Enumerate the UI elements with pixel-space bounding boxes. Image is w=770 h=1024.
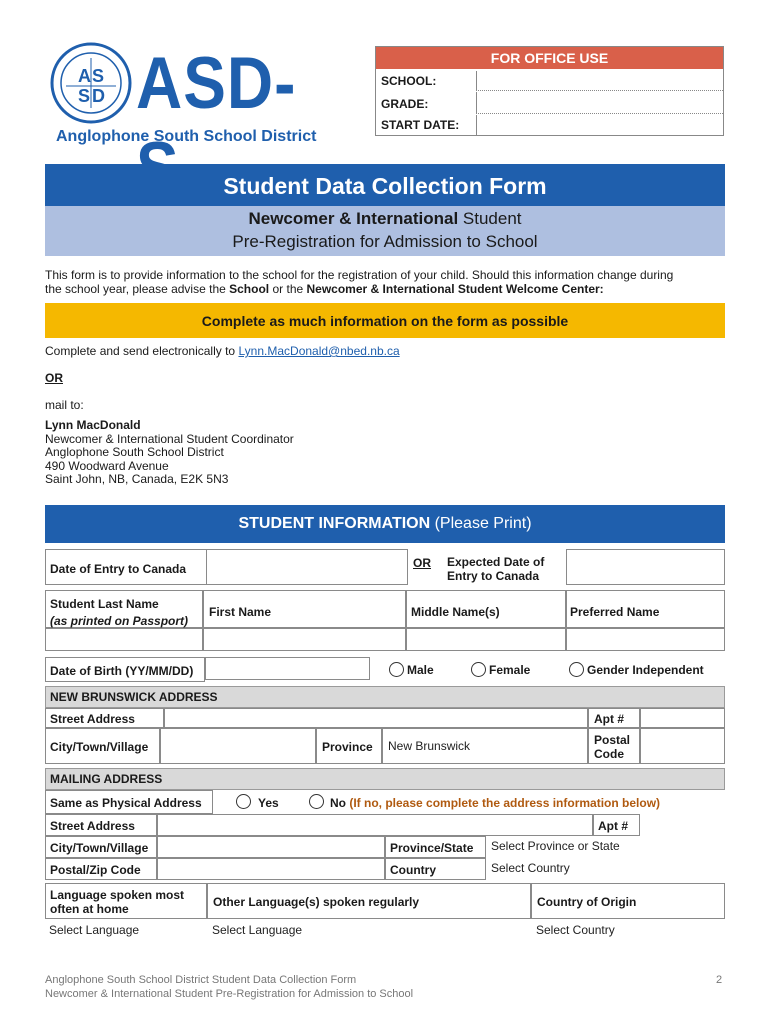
expected-date-line2: Entry to Canada — [447, 569, 540, 583]
mail-province-select[interactable]: Select Province or State — [491, 839, 620, 853]
nb-postal-line2: Code — [594, 747, 624, 761]
nb-street-field[interactable] — [164, 708, 588, 728]
same-as-label: Same as Physical Address — [50, 796, 202, 810]
intro-school: School — [229, 282, 270, 296]
district-logo — [50, 42, 340, 152]
same-as-no-label — [330, 796, 660, 810]
country-origin-label: Country of Origin — [537, 895, 637, 909]
last-name-field[interactable] — [45, 628, 203, 651]
gender-female-label: Female — [489, 663, 531, 677]
intro-text-b: or the — [269, 282, 307, 296]
form-subtitle-bar — [45, 206, 725, 256]
gender-male-radio[interactable] — [389, 662, 404, 677]
logo-acronym: ASD- — [136, 41, 297, 124]
svg-text:A: A — [78, 66, 91, 86]
mail-province-label: Province/State — [390, 841, 474, 855]
language-home-line2: often at home — [50, 902, 129, 916]
nb-city-label: City/Town/Village — [50, 740, 149, 754]
footer-line1: Anglophone South School District Student Data Collection Form — [45, 974, 357, 986]
office-grade-field[interactable] — [476, 92, 723, 114]
form-subtitle-line1 — [45, 209, 725, 229]
expected-date-line1: Expected Date of — [447, 555, 545, 569]
expected-date-label — [447, 555, 544, 583]
mailing-address-header: MAILING ADDRESS — [45, 768, 725, 790]
last-name-line1: Student Last Name — [50, 597, 159, 611]
complete-banner — [45, 303, 725, 338]
address-line2: Anglophone South School District — [45, 445, 224, 459]
or-label: OR — [413, 556, 431, 570]
nb-apt-field[interactable] — [640, 708, 725, 728]
address-line4: Saint John, NB, Canada, E2K 5N3 — [45, 472, 229, 486]
svg-text:S: S — [92, 66, 105, 86]
first-name-label: First Name — [209, 605, 272, 619]
same-as-no-note: (If no, please complete the address information below) — [346, 796, 661, 810]
mail-apt-label: Apt # — [598, 819, 628, 833]
language-home-line1: Language spoken most — [50, 888, 185, 902]
intro-text-a: the school year, please advise the — [45, 282, 230, 296]
gender-independent-label: Gender Independent — [587, 663, 704, 677]
complete-banner-text: Complete as much information on the form as possible — [201, 313, 569, 329]
office-start-date-field[interactable] — [476, 115, 723, 135]
send-text: Complete and send electronically to — [45, 344, 239, 358]
last-name-label — [50, 596, 188, 630]
office-school-label: SCHOOL: — [381, 74, 437, 88]
gender-female-radio[interactable] — [471, 662, 486, 677]
nb-street-label: Street Address — [50, 712, 135, 726]
intro-center: Newcomer & International Student Welcome Center: — [306, 282, 604, 296]
form-subtitle-bold: Newcomer & International — [248, 209, 459, 228]
svg-text:S: S — [78, 86, 91, 106]
office-school-field[interactable] — [476, 71, 723, 91]
nb-postal-field[interactable] — [640, 728, 725, 764]
office-grade-label: GRADE: — [381, 97, 429, 111]
same-as-no-text: No — [330, 796, 346, 810]
preferred-name-field[interactable] — [566, 628, 725, 651]
country-origin-select[interactable]: Select Country — [536, 923, 615, 937]
intro-line1: This form is to provide information to the school for the registration of your child. Should this information change during — [45, 268, 674, 282]
student-info-rest: (Please Print) — [430, 515, 532, 532]
mail-to-text: mail to: — [45, 398, 84, 412]
nb-postal-label — [594, 733, 630, 761]
dob-field[interactable] — [205, 657, 370, 680]
mailing-address-block — [45, 419, 294, 487]
expected-date-field[interactable] — [566, 549, 725, 585]
nb-city-field[interactable] — [160, 728, 316, 764]
office-start-date-label: START DATE: — [381, 118, 460, 132]
mail-country-select[interactable]: Select Country — [491, 861, 570, 875]
form-title: Student Data Collection Form — [223, 173, 547, 199]
footer-line2: Newcomer & International Student Pre-Registration for Admission to School — [45, 988, 414, 1000]
last-name-line2: (as printed on Passport) — [50, 614, 189, 628]
address-name: Lynn MacDonald — [45, 418, 141, 432]
email-link[interactable]: Lynn.MacDonald@nbed.nb.ca — [238, 344, 400, 358]
student-info-title — [45, 515, 725, 533]
office-use-box — [375, 46, 724, 136]
same-as-no-radio[interactable] — [309, 794, 324, 809]
nb-province-label: Province — [322, 740, 373, 754]
date-of-entry-label: Date of Entry to Canada — [50, 562, 187, 576]
language-other-label: Other Language(s) spoken regularly — [213, 895, 420, 909]
preferred-name-label: Preferred Name — [570, 605, 660, 619]
dob-label: Date of Birth (YY/MM/DD) — [50, 664, 194, 678]
first-name-field[interactable] — [203, 628, 406, 651]
language-other-select[interactable]: Select Language — [212, 923, 303, 937]
address-line3: 490 Woodward Avenue — [45, 458, 169, 473]
mail-street-field[interactable] — [157, 814, 593, 836]
same-as-yes-label: Yes — [258, 796, 279, 810]
same-as-yes-radio[interactable] — [236, 794, 251, 809]
gender-independent-radio[interactable] — [569, 662, 584, 677]
student-info-bold: STUDENT INFORMATION — [238, 515, 431, 532]
district-seal-icon — [50, 42, 132, 124]
footer-page-number: 2 — [716, 974, 723, 986]
student-info-header — [45, 505, 725, 543]
gender-male-label: Male — [407, 663, 434, 677]
mail-country-label: Country — [390, 863, 436, 877]
office-use-header: FOR OFFICE USE — [376, 47, 723, 69]
form-subtitle-rest: Student — [458, 209, 522, 228]
language-home-select[interactable]: Select Language — [49, 923, 140, 937]
nb-address-header: NEW BRUNSWICK ADDRESS — [45, 686, 725, 708]
send-electronic-line — [45, 344, 400, 358]
nb-apt-label: Apt # — [594, 712, 624, 726]
middle-name-label: Middle Name(s) — [411, 605, 500, 619]
svg-text:D: D — [92, 86, 105, 106]
mail-postal-field[interactable] — [157, 858, 385, 880]
mail-postal-label: Postal/Zip Code — [50, 863, 141, 877]
nb-postal-line1: Postal — [594, 733, 631, 747]
mail-street-label: Street Address — [50, 819, 135, 833]
address-line1: Newcomer & International Student Coordinator — [45, 431, 294, 446]
form-subtitle-line2: Pre-Registration for Admission to School — [232, 232, 538, 251]
or-text: OR — [45, 371, 63, 385]
mail-city-field[interactable] — [157, 836, 385, 858]
language-home-label — [50, 888, 184, 916]
mail-city-label: City/Town/Village — [50, 841, 149, 855]
nb-province-value: New Brunswick — [388, 739, 471, 753]
intro-line2 — [45, 282, 604, 296]
form-title-bar — [45, 164, 725, 206]
middle-name-field[interactable] — [406, 628, 566, 651]
logo-district-name: Anglophone South School District — [56, 128, 317, 145]
date-of-entry-field[interactable] — [206, 549, 408, 585]
